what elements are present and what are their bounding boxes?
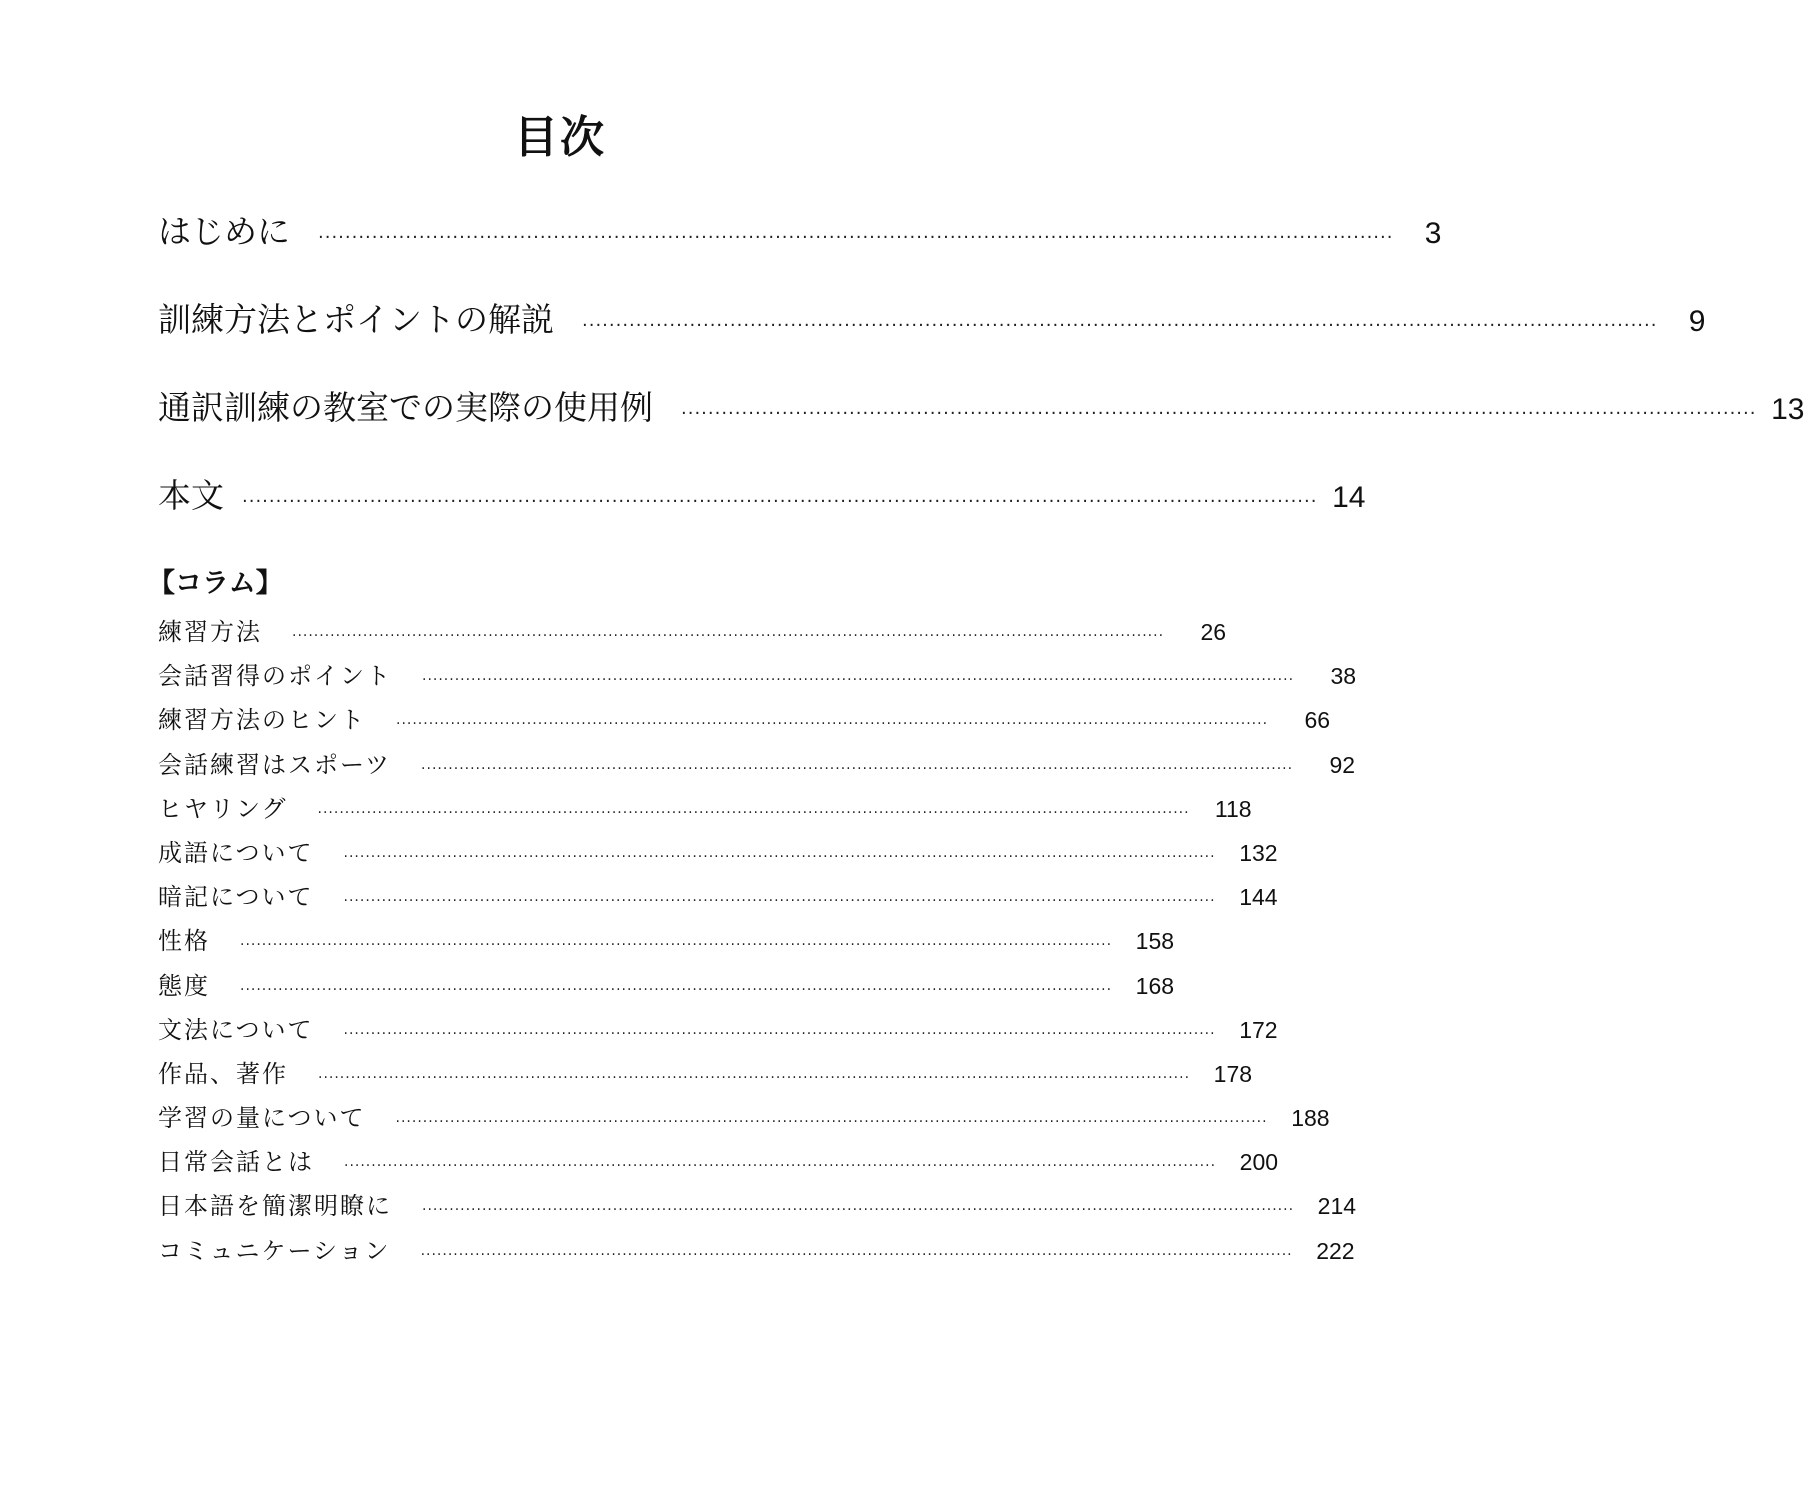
column-entry[interactable] [158,654,1357,698]
column-entry[interactable] [158,964,1175,1008]
column-entry-page: 118 [1214,795,1252,822]
toc-entry-title: 通訳訓練の教室での実際の使用例 [158,388,653,427]
column-entry-page: 66 [1304,707,1331,734]
toc-entry-page: 3 [1424,217,1442,250]
toc-entry-page: 14 [1332,481,1366,514]
column-entry-page: 168 [1135,972,1175,999]
leader-dots: ································································································································································ [396,716,1269,733]
column-entry-title: 会話練習はスポーツ [158,750,392,779]
column-entry[interactable] [158,787,1252,831]
column-entry-title: ヒヤリング [158,794,288,823]
column-entry-title: 日常会話とは [158,1148,314,1177]
column-entry-title: 練習方法のヒント [158,706,366,735]
column-entry[interactable] [158,831,1278,875]
page-title: 目次 [514,112,606,163]
leader-dots: ································································································································································ [421,760,1294,777]
column-entry[interactable] [158,1052,1253,1096]
toc-entry[interactable] [158,376,1804,464]
column-section-heading: 【コラム】 [148,568,283,599]
column-entry[interactable] [158,1184,1357,1228]
leader-dots: ································································································································································ [681,403,1757,424]
toc-entry-title: はじめに [158,212,290,251]
toc-entry-title: 本文 [158,476,224,515]
column-entry-title: 練習方法 [158,618,262,646]
column-entry-page: 222 [1316,1237,1355,1264]
column-entry-page: 26 [1200,619,1227,645]
toc-entry-page: 9 [1688,305,1706,338]
column-entry-page: 158 [1135,928,1175,955]
column-entry-title: 暗記について [158,883,314,912]
leader-dots: ································································································································································ [318,1069,1191,1086]
toc-entry[interactable] [158,288,1706,376]
column-entry-page: 188 [1291,1105,1330,1132]
leader-dots: ································································································································································ [395,1114,1268,1131]
column-entry[interactable] [158,610,1227,654]
column-entry-title: 成語について [158,838,314,867]
leader-dots: ································································································································································ [343,893,1216,910]
column-entry-page: 214 [1317,1193,1357,1220]
column-entry-page: 92 [1329,751,1356,778]
column-entry-page: 144 [1239,884,1278,911]
leader-dots: ································································································································································ [343,848,1216,865]
column-toc-list [158,610,1357,1273]
leader-dots: ································································································································································ [318,227,1394,248]
leader-dots: ································································································································································ [292,628,1165,644]
leader-dots: ································································································································································ [343,1025,1216,1042]
column-entry[interactable] [158,1008,1278,1052]
column-entry[interactable] [158,698,1331,742]
column-entry[interactable] [158,919,1175,963]
leader-dots: ································································································································································ [344,1158,1217,1175]
toc-entry[interactable] [158,464,1366,552]
leader-dots: ································································································································································ [242,491,1318,512]
column-entry-title: 日本語を簡潔明瞭に [158,1192,392,1221]
column-entry-page: 178 [1213,1060,1253,1087]
leader-dots: ································································································································································ [317,804,1190,821]
column-entry-title: 学習の量について [158,1104,366,1133]
column-entry-page: 132 [1239,839,1278,866]
leader-dots: ································································································································································ [420,1246,1293,1263]
column-entry[interactable] [158,1140,1279,1184]
column-entry-title: 文法について [158,1015,314,1044]
toc-entry-page: 13 [1771,393,1804,426]
column-entry-title: コミュニケーション [158,1236,391,1265]
column-entry[interactable] [158,743,1356,787]
main-toc-list [158,200,1804,552]
leader-dots: ································································································································································ [240,937,1113,954]
leader-dots: ································································································································································ [582,315,1658,336]
column-entry-title: 会話習得のポイント [158,662,392,691]
column-entry-title: 作品、著作 [158,1059,288,1088]
toc-entry-title: 訓練方法とポイントの解説 [158,300,554,339]
column-entry-title: 性格 [158,927,210,956]
column-entry-page: 200 [1239,1149,1279,1176]
column-entry-title: 態度 [158,971,210,1000]
column-entry-page: 38 [1330,663,1357,690]
column-entry[interactable] [158,875,1278,919]
column-entry-page: 172 [1239,1016,1278,1043]
leader-dots: ································································································································································ [422,1202,1295,1219]
column-entry[interactable] [158,1229,1355,1273]
leader-dots: ································································································································································ [240,981,1113,998]
toc-entry[interactable] [158,200,1442,288]
leader-dots: ································································································································································ [422,672,1295,689]
column-entry[interactable] [158,1096,1330,1140]
